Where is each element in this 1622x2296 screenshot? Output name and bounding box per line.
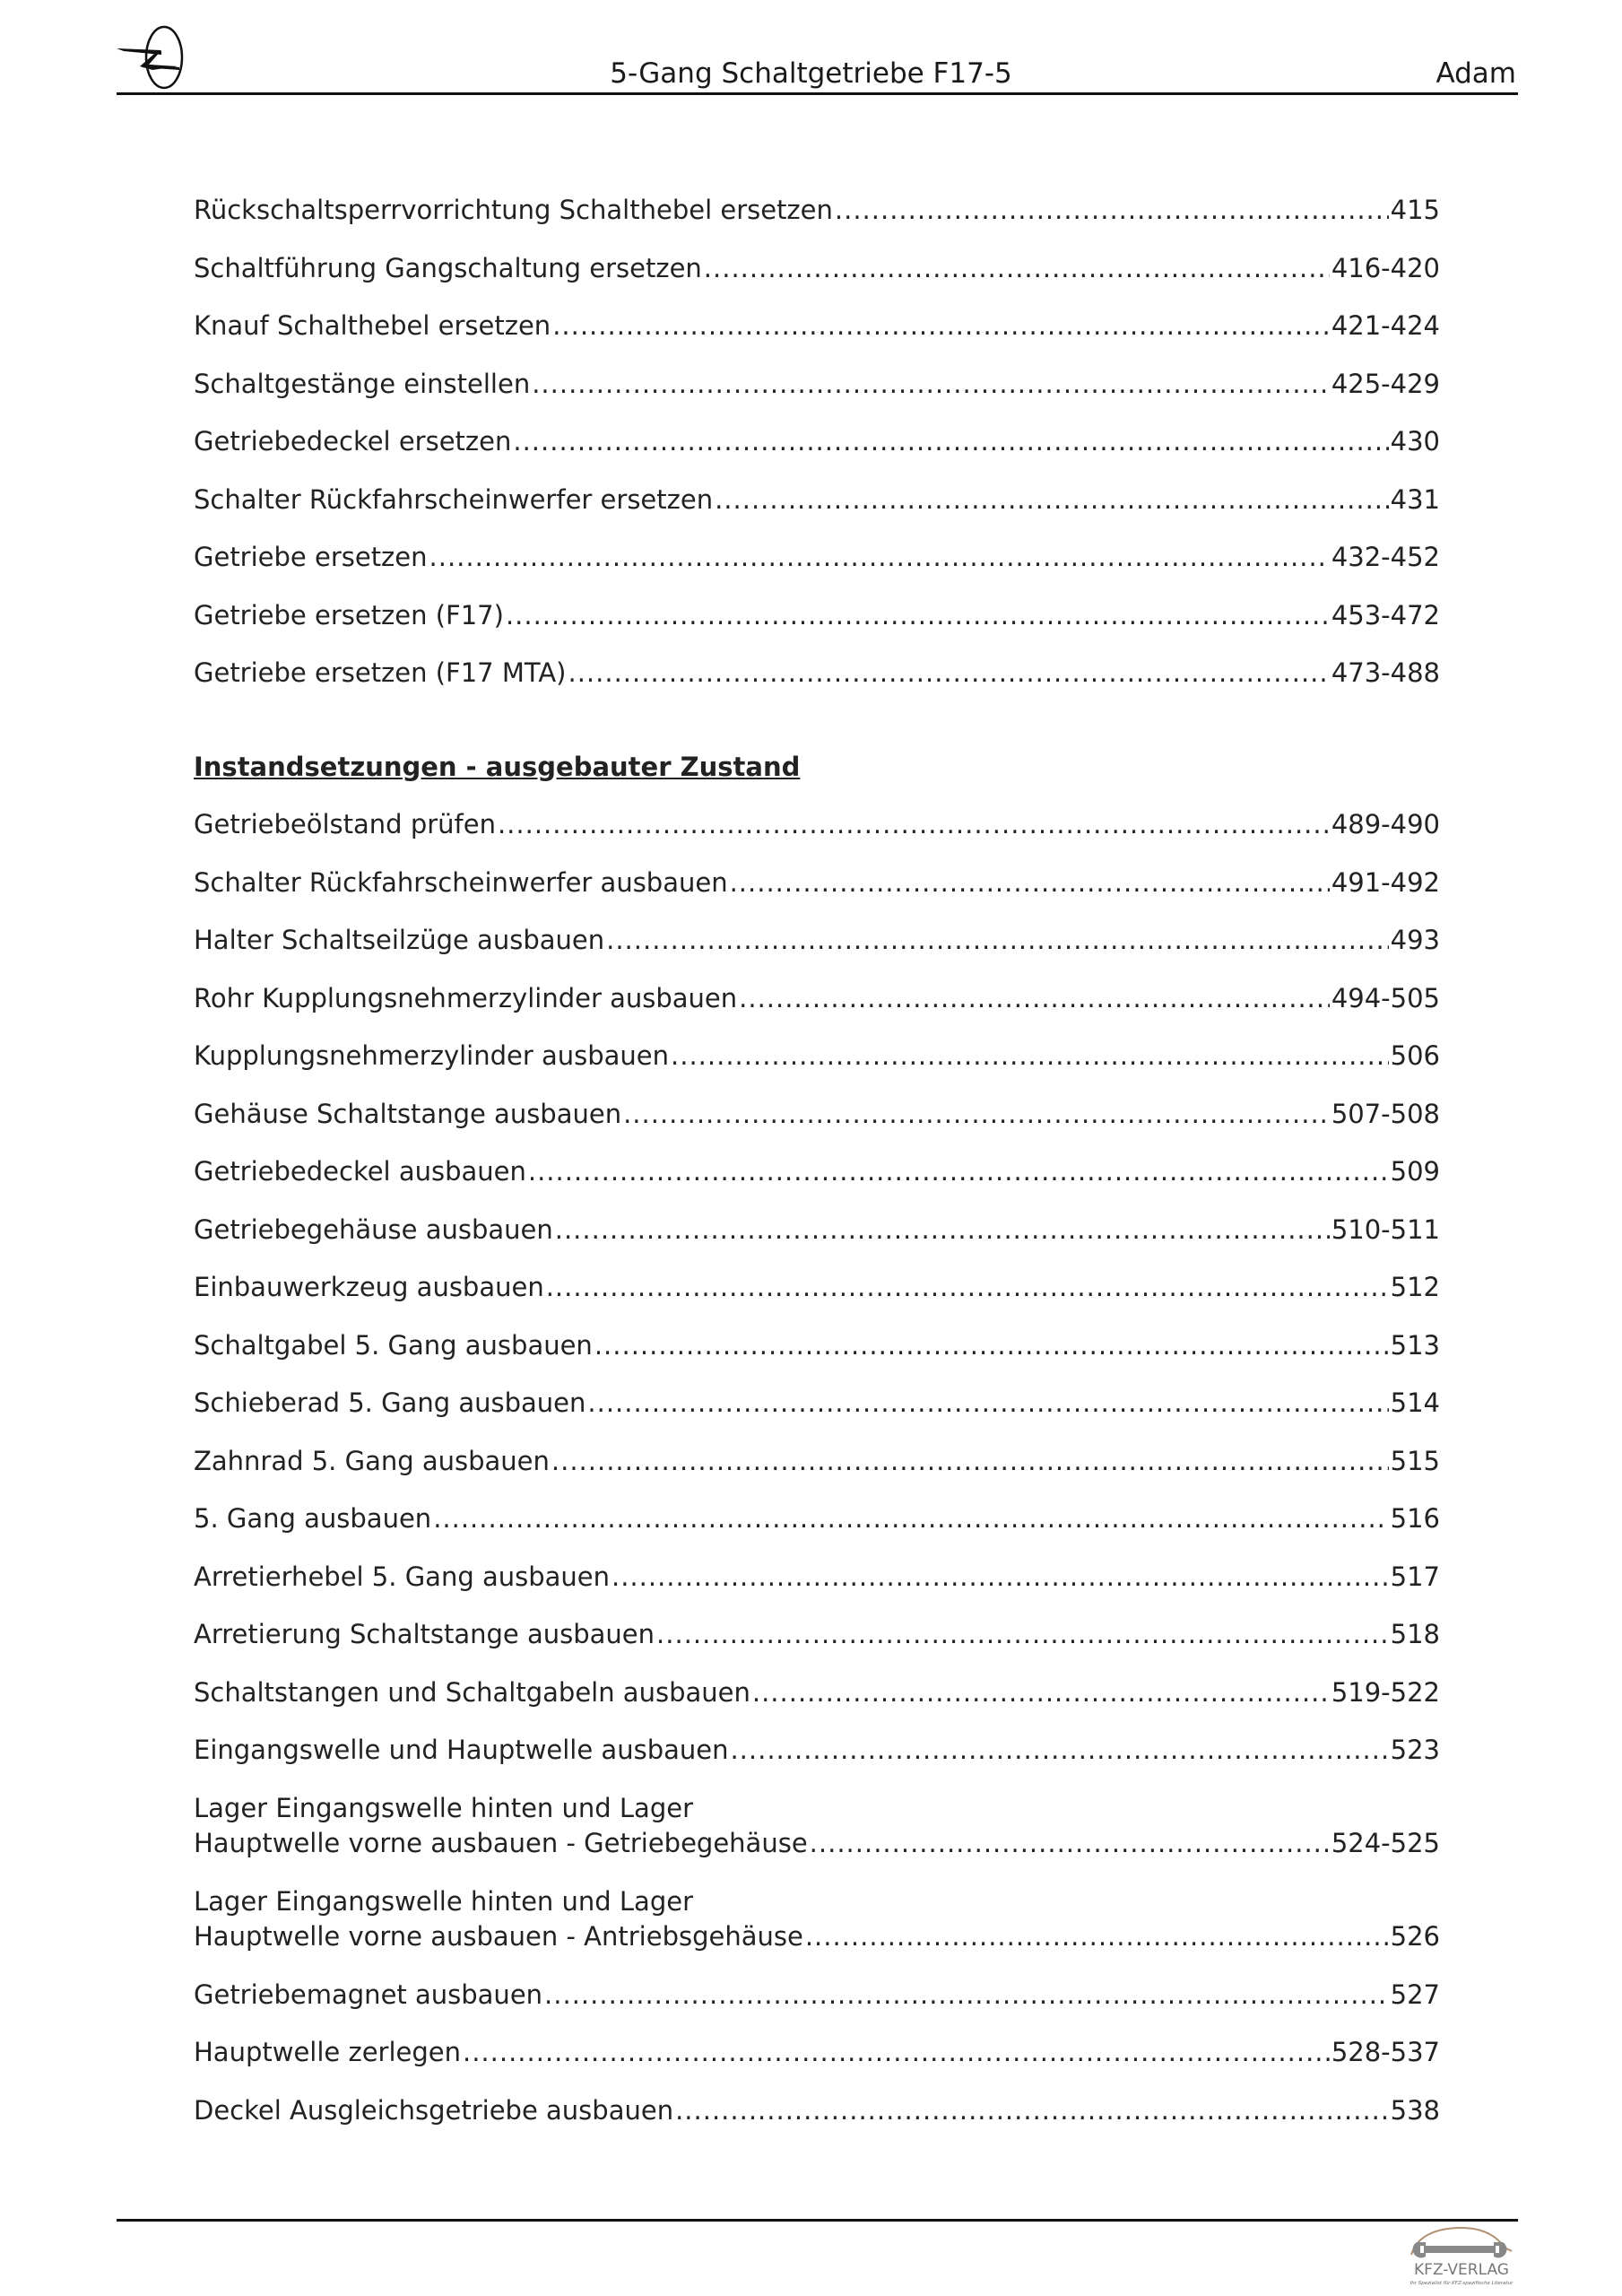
toc-entry[interactable] <box>194 1328 1440 1364</box>
kfz-verlag-logo-icon <box>1399 2224 1524 2289</box>
header-title: 5-Gang Schaltgetriebe F17-5 <box>610 57 1012 90</box>
toc-entry-title: Getriebedeckel ersetzen <box>194 426 512 457</box>
toc-entry-page: 415 <box>1390 195 1440 225</box>
toc-entry-page: 489-490 <box>1331 809 1440 839</box>
toc-entry[interactable] <box>194 656 1440 691</box>
dot-leader <box>730 865 1330 901</box>
toc-entry[interactable] <box>194 424 1440 460</box>
dot-leader <box>551 1444 1389 1480</box>
toc-entry-title: Getriebe ersetzen (F17 MTA) <box>194 657 567 688</box>
toc-entry[interactable] <box>194 1444 1440 1480</box>
dot-leader <box>568 656 1329 691</box>
toc-entry-title: Kupplungsnehmerzylinder ausbauen <box>194 1040 670 1071</box>
header-divider <box>117 92 1518 95</box>
toc-entry-title: Getriebeölstand prüfen <box>194 809 496 839</box>
toc-entry[interactable] <box>194 540 1440 576</box>
toc-entry-title: Gehäuse Schaltstange ausbauen <box>194 1098 622 1129</box>
toc-entry[interactable] <box>194 2035 1440 2071</box>
toc-entry-page: 425-429 <box>1331 368 1440 399</box>
toc-entry-title: Halter Schaltseilzüge ausbauen <box>194 925 605 955</box>
toc-entry[interactable] <box>194 1386 1440 1422</box>
footer-divider <box>117 2219 1518 2222</box>
toc-entry[interactable] <box>194 483 1440 518</box>
toc-entry[interactable] <box>194 1270 1440 1306</box>
toc-entry-title: Zahnrad 5. Gang ausbauen <box>194 1445 550 1476</box>
dot-leader <box>463 2035 1330 2071</box>
toc-entry[interactable] <box>194 865 1440 901</box>
toc-entry-page: 538 <box>1390 2094 1440 2126</box>
toc-entry-title: Hauptwelle zerlegen <box>194 2037 461 2067</box>
toc-entry-page: 432-452 <box>1331 542 1440 572</box>
toc-entry-title: Getriebegehäuse ausbauen <box>194 1213 553 1245</box>
toc-entry[interactable] <box>194 1097 1440 1133</box>
toc-entry[interactable] <box>194 1675 1440 1711</box>
toc-entry-title: Einbauwerkzeug ausbauen <box>194 1272 544 1302</box>
toc-entry-page: 491-492 <box>1331 866 1440 898</box>
toc-entry[interactable] <box>194 2093 1440 2129</box>
toc-entry[interactable] <box>194 807 1440 843</box>
toc-entry[interactable] <box>194 251 1440 287</box>
toc-entry-page: 507-508 <box>1331 1098 1440 1129</box>
dot-leader <box>433 1501 1388 1537</box>
toc-entry-page: 473-488 <box>1331 657 1440 688</box>
toc-entry-page: 528-537 <box>1331 2037 1440 2067</box>
svg-text:Ihr Spezialist für KFZ-spezifi: Ihr Spezialist für KFZ-spezifische Literatur <box>1409 2281 1514 2286</box>
toc-entry-title: Schaltführung Gangschaltung ersetzen <box>194 252 702 283</box>
toc-entry-title: 5. Gang ausbauen <box>194 1503 432 1534</box>
toc-entry-page: 513 <box>1390 1329 1440 1361</box>
toc-entry-title: Schalter Rückfahrscheinwerfer ersetzen <box>194 483 714 515</box>
dot-leader <box>587 1386 1388 1422</box>
dot-leader <box>623 1097 1330 1133</box>
toc-entry-page: 523 <box>1390 1735 1440 1765</box>
toc-entry-title: Eingangswelle und Hauptwelle ausbauen <box>194 1735 729 1765</box>
toc-entry-title: Rohr Kupplungsnehmerzylinder ausbauen <box>194 982 738 1013</box>
dot-leader <box>810 1826 1330 1862</box>
toc-entry[interactable] <box>194 1154 1440 1190</box>
toc-entry[interactable] <box>194 193 1440 229</box>
toc-entry-page: 516 <box>1390 1503 1440 1534</box>
toc-entry[interactable] <box>194 1501 1440 1537</box>
dot-leader <box>506 598 1330 634</box>
toc-entry-page: 430 <box>1390 426 1440 457</box>
toc-entry[interactable] <box>194 1978 1440 2013</box>
dot-leader <box>606 923 1389 959</box>
dot-leader <box>675 2093 1389 2129</box>
section-heading: Instandsetzungen - ausgebauter Zustand <box>194 751 801 782</box>
toc-entry-page: 453-472 <box>1331 599 1440 631</box>
toc-entry[interactable] <box>194 1039 1440 1074</box>
header-model: Adam <box>1436 57 1516 90</box>
toc-entry-page: 416-420 <box>1331 252 1440 283</box>
toc-entry[interactable] <box>194 1733 1440 1769</box>
toc-entry-title: Deckel Ausgleichsgetriebe ausbauen <box>194 2094 674 2126</box>
toc-entry-page: 493 <box>1390 925 1440 955</box>
dot-leader <box>835 193 1389 229</box>
toc-entry-title: Lager Eingangswelle hinten und Lager Hauptwelle vorne ausbauen - Getriebegehäuse <box>194 1792 808 1858</box>
toc-entry-title: Knauf Schalthebel ersetzen <box>194 310 551 341</box>
toc-entry[interactable] <box>194 1560 1440 1596</box>
toc-entry-title: Schaltgabel 5. Gang ausbauen <box>194 1329 593 1361</box>
dot-leader <box>528 1154 1389 1190</box>
toc-entry-title: Schaltgestänge einstellen <box>194 368 531 399</box>
dot-leader <box>555 1213 1330 1248</box>
toc-entry-page: 509 <box>1390 1156 1440 1187</box>
dot-leader <box>715 483 1389 518</box>
toc-entry-page: 421-424 <box>1331 310 1440 341</box>
svg-text:KFZ-VERLAG: KFZ-VERLAG <box>1414 2261 1509 2279</box>
dot-leader <box>544 1978 1389 2013</box>
toc-entry-page: 514 <box>1390 1387 1440 1418</box>
dot-leader <box>552 309 1330 344</box>
toc-entry[interactable] <box>194 598 1440 634</box>
toc-entry-title: Schieberad 5. Gang ausbauen <box>194 1387 586 1418</box>
toc-entry-page: 515 <box>1390 1445 1440 1476</box>
toc-entry-page: 524-525 <box>1331 1828 1440 1858</box>
toc-entry[interactable] <box>194 1791 1440 1862</box>
dot-leader <box>594 1328 1389 1364</box>
toc-entry[interactable] <box>194 309 1440 344</box>
dot-leader <box>704 251 1330 287</box>
toc-entry-page: 494-505 <box>1331 982 1440 1013</box>
table-of-contents <box>194 193 1440 2151</box>
toc-entry-title: Getriebedeckel ausbauen <box>194 1156 526 1187</box>
toc-entry-title: Arretierung Schaltstange ausbauen <box>194 1619 655 1649</box>
toc-entry-title: Schaltstangen und Schaltgabeln ausbauen <box>194 1676 750 1708</box>
toc-entry[interactable] <box>194 1884 1440 1955</box>
toc-entry-title: Getriebe ersetzen (F17) <box>194 599 504 631</box>
dot-leader <box>532 367 1330 403</box>
dot-leader <box>730 1733 1388 1769</box>
toc-entry-title: Getriebe ersetzen <box>194 542 428 572</box>
toc-entry-page: 512 <box>1390 1272 1440 1302</box>
toc-entry-title: Arretierhebel 5. Gang ausbauen <box>194 1561 610 1592</box>
toc-entry-title: Rückschaltsperrvorrichtung Schalthebel ersetzen <box>194 195 833 225</box>
toc-entry-title: Schalter Rückfahrscheinwerfer ausbauen <box>194 866 728 898</box>
dot-leader <box>739 981 1330 1017</box>
toc-entry[interactable] <box>194 367 1440 403</box>
toc-entry-page: 431 <box>1390 483 1440 515</box>
toc-entry-page: 519-522 <box>1331 1676 1440 1708</box>
toc-entry-page: 518 <box>1390 1619 1440 1649</box>
dot-leader <box>429 540 1330 576</box>
toc-entry[interactable] <box>194 1213 1440 1248</box>
toc-entry-title: Lager Eingangswelle hinten und Lager Hauptwelle vorne ausbauen - Antriebsgehäuse <box>194 1885 803 1952</box>
toc-entry-page: 510-511 <box>1331 1213 1440 1245</box>
toc-entry[interactable] <box>194 981 1440 1017</box>
dot-leader <box>656 1617 1389 1653</box>
dot-leader <box>498 807 1330 843</box>
dot-leader <box>805 1919 1389 1955</box>
toc-entry-page: 506 <box>1390 1040 1440 1071</box>
toc-entry-page: 527 <box>1390 1979 1440 2010</box>
dot-leader <box>612 1560 1389 1596</box>
toc-entry[interactable] <box>194 923 1440 959</box>
toc-entry-page: 517 <box>1390 1561 1440 1592</box>
dot-leader <box>513 424 1388 460</box>
toc-entry-page: 526 <box>1390 1921 1440 1952</box>
dot-leader <box>546 1270 1389 1306</box>
toc-entry[interactable] <box>194 1617 1440 1653</box>
toc-entry-title: Getriebemagnet ausbauen <box>194 1979 543 2010</box>
dot-leader <box>671 1039 1389 1074</box>
dot-leader <box>752 1675 1330 1711</box>
